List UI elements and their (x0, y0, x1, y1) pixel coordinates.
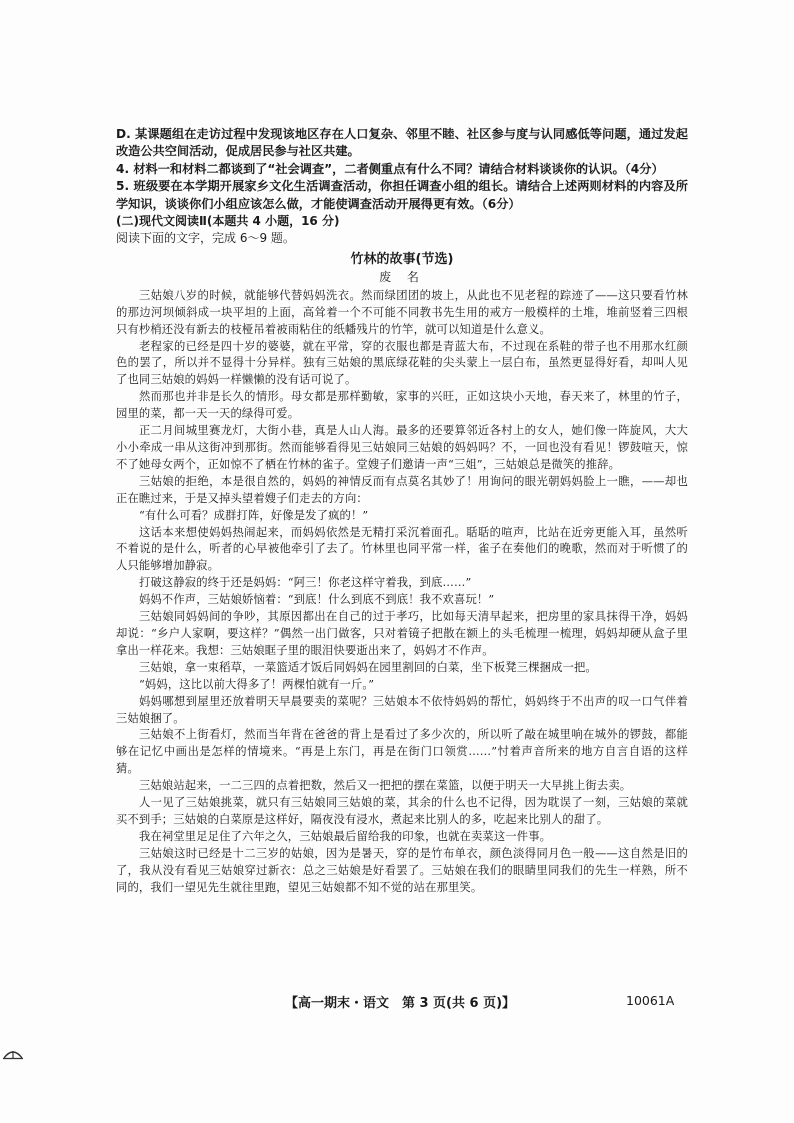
corner-mark-icon (2, 1048, 24, 1060)
paragraph: “有什么可看？成群打阵，好像是发了疯的！” (139, 508, 369, 522)
paragraph: 老程家的已经是四十岁的婆婆，就在平常，穿的衣服也都是青蓝大布，不过现在系鞋的带子也不用那水红颜色的罢了，所以并不显得十分异样。独有三姑娘的黑底绿花鞋的尖头蒙上一层白布，虽然更显得好看，却叫人见了也同三姑娘的妈妈一样懒懒的没有话可说了。 (116, 339, 688, 387)
paragraph: 三姑娘的拒绝，本是很自然的，妈妈的神情反而有点莫名其妙了！用询问的眼光朝妈妈脸上一瞧，——却也正在瞧过来，于是又掉头望着嫂子们走去的方向： (116, 474, 688, 505)
paragraph: 妈妈哪想到屋里还放着明天早晨要卖的菜呢？三姑娘本不依恃妈妈的帮忙，妈妈终于不出声的叹一口气伴着三姑娘捆了。 (116, 694, 688, 725)
paragraph: 正二月间城里赛龙灯，大街小巷，真是人山人海。最多的还要算邻近各村上的女人，她们像一阵旋风，大大小小牵成一串从这街冲到那街。然而能够看得见三姑娘同三姑娘的妈妈吗？不，一回也没有看见！锣鼓喧天，惊不了她母女两个，正如惊不了栖在竹林的雀子。堂嫂子们邀请一声“三姐”，三姑娘总是微笑的推辞。 (116, 424, 688, 471)
option-d: D. 某课题组在走访过程中发现该地区存在人口复杂、邻里不睦、社区参与度与认同感低等问题，通过发起改造公共空间活动，促成居民参与社区共建。 (116, 127, 688, 159)
question-5: 5. 班级要在本学期开展家乡文化生活调查活动，你担任调查小组的组长。请结合上述两则材料的内容及所学知识，谈谈你们小组应该怎么做，才能使调查活动开展得更有效。（6分） (116, 179, 688, 211)
paragraph: 人一见了三姑娘挑菜，就只有三姑娘同三姑娘的菜，其余的什么也不记得，因为耽误了一刻，三姑娘的菜就买不到手；三姑娘的白菜原是这样好，隔夜没有浸水，煮起来比别人的多，吃起来比别人的甜了。 (116, 796, 688, 826)
paragraph: 我在祠堂里足足住了六年之久，三姑娘最后留给我的印象，也就在卖菜这一件事。 (139, 829, 552, 843)
footer-page-label: 【高一期末・语文 第 3 页(共 6 页)】 (284, 996, 516, 1011)
paragraph: 三姑娘这时已经是十二三岁的姑娘，因为是暑天，穿的是竹布单衣，颜色淡得同月色一般——这自然是旧的了，我从没有看见三姑娘穿过新衣：总之三姑娘是好看罢了。三姑娘在我们的眼睛里同我们的先生一样熟，所不同的，我们一望见先生就往里跑，望见三姑娘都不知不觉的站在那里笑。 (116, 846, 688, 894)
paragraph: 三姑娘同妈妈间的争吵，其原因都出在自己的过于孝巧，比如每天清早起来，把房里的家具抹得干净，妈妈却说：“乡户人家啊，要这样？”偶然一出门做客，只对着镜子把散在额上的头毛梳理一梳理，妈妈却硬从盒子里拿出一样花来。我想：三姑娘眶子里的眼泪快要逝出来了，妈妈才不作声。 (116, 610, 688, 657)
page-content (116, 126, 688, 896)
section-instruction: 阅读下面的文字，完成 6～9 题。 (116, 231, 295, 246)
paragraph: 打破这静寂的终于还是妈妈：“阿三！你老这样守着我，到底……” (139, 576, 472, 590)
paragraph: 这话本来想使妈妈热闹起来，而妈妈依然是无精打采沉着面孔。聒聒的喧声，比站在近旁更能入耳，虽然听不着说的是什么，听者的心早被他牵引了去了。竹林里也同平常一样，雀子在奏他们的晚歌，然而对于听惯了的人只能够增加静寂。 (116, 525, 688, 573)
article-title: 竹林的故事(节选) (350, 251, 454, 267)
paragraph: 妈妈不作声，三姑娘娇恼着：“到底！什么到底不到底！我不欢喜玩！” (139, 593, 495, 607)
article-author: 废 名 (379, 269, 425, 284)
paragraph: 三姑娘，拿一束稻草，一菜篮适才饭后同妈妈在园里割回的白菜，坐下板凳三棵捆成一把。 (139, 660, 597, 674)
paragraph: 三姑娘不上街看灯，然而当年背在爸爸的背上是看过了多少次的，所以听了敲在城里响在城外的锣鼓，都能够在记忆中画出是怎样的情境来。“再是上东门，再是在街门口领赏……”忖着声音所来的地方自言自语的这样猜。 (116, 728, 688, 776)
footer-code: 10061A (626, 993, 675, 1008)
paragraph: 然而那也并非是长久的情形。母女都是那样勤敏，家事的兴旺，正如这块小天地，春天来了，林里的竹子，园里的菜，都一天一天的绿得可爱。 (116, 390, 688, 421)
article-body (116, 288, 688, 897)
question-4: 4. 材料一和材料二都谈到了“社会调查”，二者侧重点有什么不同？请结合材料谈谈你的认识。（4分） (116, 161, 664, 176)
paragraph: 三姑娘八岁的时候，就能够代替妈妈洗衣。然而绿团团的坡上，从此也不见老程的踪迹了——这只要看竹林的那边河坝倾斜成一块平坦的上面，高耸着一个不可能不同教书先生用的戒方一般模样的土堆，堆前竖着三四根只有杪梢还没有新去的枝桠吊着被雨粘住的纸幡残片的竹竿，就可以知道是什么意义。 (116, 288, 688, 336)
paragraph: “妈妈，这比以前大得多了！两棵怕就有一斤。” (139, 677, 375, 691)
paragraph: 三姑娘站起来，一二三四的点着把数，然后又一把把的摆在菜篮，以便于明天一大早挑上街去卖。 (139, 779, 632, 793)
page-footer (0, 992, 794, 1016)
section-heading: (二)现代文阅读Ⅱ(本题共 4 小题，16 分) (116, 214, 340, 229)
